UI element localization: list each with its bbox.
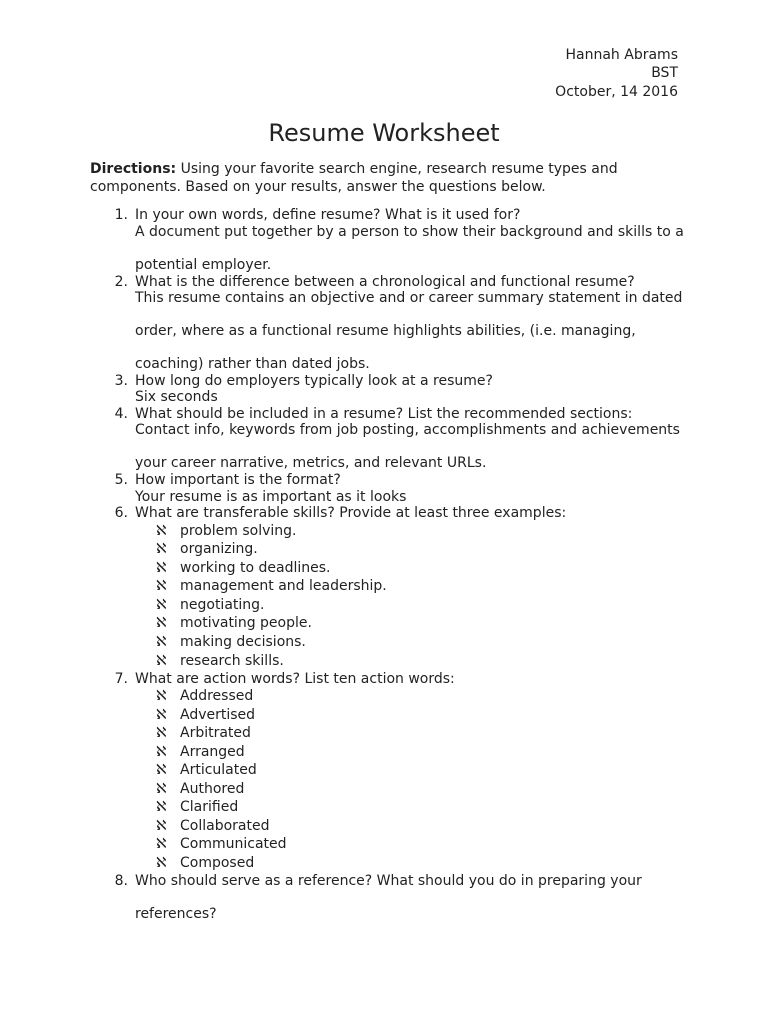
question-text: What should be included in a resume? List the recommended sections: <box>135 406 633 422</box>
question-text: What are transferable skills? Provide at least three examples: <box>135 505 567 521</box>
list-item: Articulated <box>180 762 257 778</box>
list-item: making decisions. <box>180 634 306 650</box>
list-item: negotiating. <box>180 597 265 613</box>
list-item: Composed <box>180 855 255 871</box>
question-text: What is the difference between a chronological and functional resume? <box>135 274 635 290</box>
bullet-icon: ℵ <box>156 836 167 852</box>
list-item: research skills. <box>180 653 284 669</box>
question-number: 3. <box>114 373 128 389</box>
bullet-icon: ℵ <box>156 653 167 669</box>
bullet-icon: ℵ <box>156 597 167 613</box>
list-item: Addressed <box>180 688 254 704</box>
question-number: 6. <box>114 505 128 521</box>
question-text: What are action words? List ten action words: <box>135 671 455 687</box>
list-item: working to deadlines. <box>180 560 331 576</box>
answer-line: Contact info, keywords from job posting, accomplishments and achievements <box>135 422 680 438</box>
bullet-icon: ℵ <box>156 781 167 797</box>
question-text: How important is the format? <box>135 472 341 488</box>
answer-line: This resume contains an objective and or career summary statement in dated <box>135 290 683 306</box>
bullet-icon: ℵ <box>156 541 167 557</box>
answer-line: Your resume is as important as it looks <box>135 489 407 505</box>
bullet-icon: ℵ <box>156 615 167 631</box>
course-name: BST <box>651 65 678 81</box>
bullet-icon: ℵ <box>156 560 167 576</box>
bullet-icon: ℵ <box>156 799 167 815</box>
directions-label: Directions: <box>90 161 177 177</box>
answer-line: Six seconds <box>135 389 218 405</box>
directions-paragraph <box>90 160 690 196</box>
question-number: 1. <box>114 207 128 223</box>
list-item: Authored <box>180 781 245 797</box>
list-item: management and leadership. <box>180 578 387 594</box>
author-name: Hannah Abrams <box>565 47 678 63</box>
list-item: Collaborated <box>180 818 270 834</box>
question-text: Who should serve as a reference? What should you do in preparing your <box>135 873 642 889</box>
question-text: How long do employers typically look at a resume? <box>135 373 493 389</box>
directions-text: Using your favorite search engine, research resume types and components. Based on your results, answer the questions below. <box>90 161 618 195</box>
bullet-icon: ℵ <box>156 744 167 760</box>
question-text: In your own words, define resume? What is it used for? <box>135 207 521 223</box>
answer-line: A document put together by a person to show their background and skills to a <box>135 224 684 240</box>
bullet-icon: ℵ <box>156 762 167 778</box>
answer-line: your career narrative, metrics, and relevant URLs. <box>135 455 487 471</box>
answer-line: coaching) rather than dated jobs. <box>135 356 370 372</box>
bullet-icon: ℵ <box>156 634 167 650</box>
bullet-icon: ℵ <box>156 523 167 539</box>
page-title: Resume Worksheet <box>268 119 500 147</box>
answer-line: order, where as a functional resume highlights abilities, (i.e. managing, <box>135 323 636 339</box>
question-number: 8. <box>114 873 128 889</box>
question-number: 5. <box>114 472 128 488</box>
question-number: 7. <box>114 671 128 687</box>
question-number: 2. <box>114 274 128 290</box>
bullet-icon: ℵ <box>156 688 167 704</box>
list-item: organizing. <box>180 541 258 557</box>
bullet-icon: ℵ <box>156 818 167 834</box>
list-item: Arbitrated <box>180 725 251 741</box>
list-item: Clarified <box>180 799 239 815</box>
list-item: Advertised <box>180 707 256 723</box>
question-number: 4. <box>114 406 128 422</box>
bullet-icon: ℵ <box>156 725 167 741</box>
list-item: Arranged <box>180 744 245 760</box>
list-item: Communicated <box>180 836 287 852</box>
bullet-icon: ℵ <box>156 707 167 723</box>
document-date: October, 14 2016 <box>555 84 678 100</box>
bullet-icon: ℵ <box>156 855 167 871</box>
answer-line: potential employer. <box>135 257 272 273</box>
bullet-icon: ℵ <box>156 578 167 594</box>
question-text: references? <box>135 906 217 922</box>
list-item: motivating people. <box>180 615 312 631</box>
list-item: problem solving. <box>180 523 297 539</box>
